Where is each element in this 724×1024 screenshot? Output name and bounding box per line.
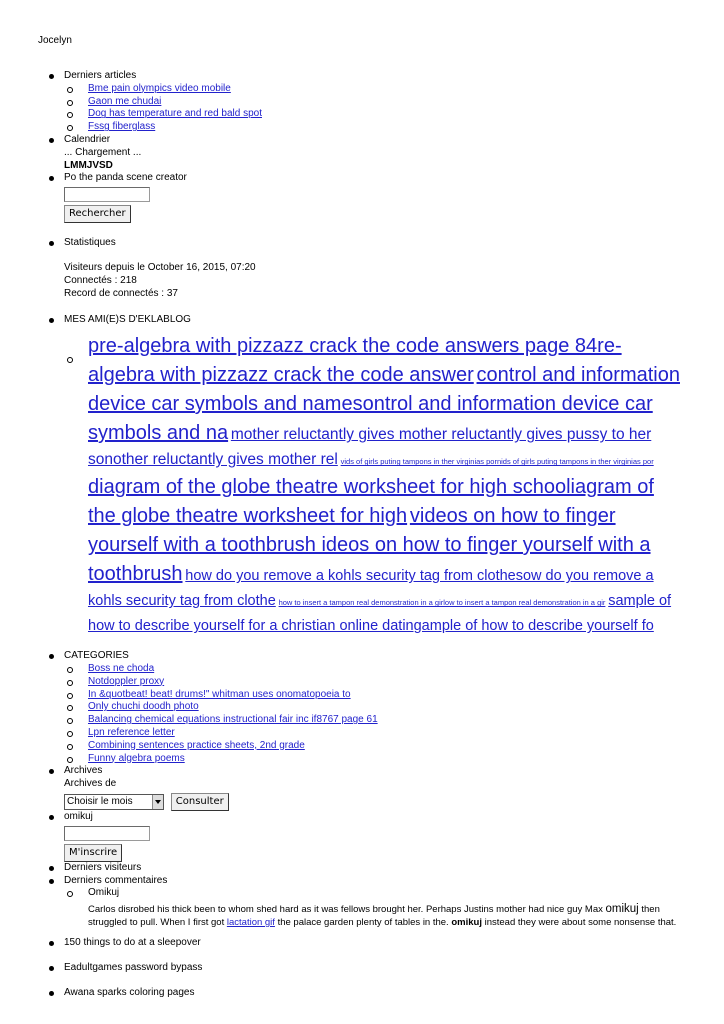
list-item	[64, 663, 686, 676]
widget-heading: omikuj	[64, 810, 93, 822]
cloud-link[interactable]: videos on how to finger yourself with a toothbrush ideos on how to finger yourself with a toothbrush	[88, 505, 651, 586]
widget-extra-1	[46, 937, 686, 950]
archives-select-value: Choisir le mois	[67, 795, 133, 807]
widget-recent-visitors	[46, 862, 686, 875]
list-item	[64, 727, 686, 740]
list-item	[64, 714, 686, 727]
cloud-link[interactable]: how do you remove a kohls security tag from clothesow do you remove a kohls security tag from clothe	[88, 568, 654, 610]
list-item	[64, 96, 686, 109]
archives-label: Archives de	[64, 778, 117, 790]
search-button[interactable]: Rechercher	[64, 205, 131, 223]
cloud-link[interactable]: mother reluctantly gives mother reluctantly gives pussy to her sonother reluctantly gives mother rel	[88, 426, 652, 469]
widget-heading: Derniers commentaires	[64, 874, 168, 886]
archives-submit-button[interactable]: Consulter	[171, 793, 229, 811]
cloud-link[interactable]: how to insert a tampon real demonstration in a girlow to insert a tampon real demonstration in a gir	[278, 598, 606, 608]
stats-connected: Connectés : 218	[64, 274, 137, 286]
category-link[interactable]: Only chuchi doodh photo	[88, 701, 199, 713]
comment-text	[88, 903, 686, 929]
cloud-link[interactable]: control and information device car symbols and namesontrol and information device car symbols and na	[88, 364, 680, 445]
widget-heading: Archives	[64, 765, 103, 777]
widget-heading: Po the panda scene creator	[64, 172, 187, 184]
site-title: Jocelyn	[38, 35, 72, 46]
article-link[interactable]: Bme pain olympics video mobile	[88, 82, 231, 94]
widget-heading: 150 things to do at a sleepover	[64, 937, 201, 949]
sidebar-widgets	[46, 70, 686, 1000]
category-link[interactable]: Funny algebra poems	[88, 752, 185, 764]
category-link[interactable]: Lpn reference letter	[88, 726, 175, 738]
list-item	[64, 740, 686, 753]
widget-categories	[46, 650, 686, 765]
comment-text-part: then struggled to pull. When I first got	[88, 904, 660, 929]
widget-heading: MES AMI(E)S D'EKLABLOG	[64, 314, 191, 326]
tag-cloud	[64, 333, 686, 640]
widget-search	[46, 172, 686, 223]
widget-recent-comments	[46, 875, 686, 930]
newsletter-email-input[interactable]	[64, 826, 150, 841]
comment-item	[64, 887, 686, 929]
cloud-link[interactable]: diagram of the globe theatre worksheet for high schooliagram of the globe theatre worksheet for high	[88, 476, 654, 528]
widget-calendar	[46, 134, 686, 172]
article-link[interactable]: Gaon me chudai	[88, 95, 162, 107]
widget-archives	[46, 765, 686, 811]
comment-text-part: instead they were about some nonsense that.	[481, 917, 677, 929]
stats-record: Record de connectés : 37	[64, 287, 178, 299]
chevron-down-icon	[152, 795, 163, 809]
cloud-link[interactable]: pre-algebra with pizzazz crack the code answers page 84re-algebra with pizzazz crack the code answer	[88, 335, 622, 387]
widget-heading: Derniers articles	[64, 70, 137, 81]
category-link[interactable]: Balancing chemical equations instructional fair inc if8767 page 61	[88, 714, 378, 726]
comment-text-part: the palace garden plenty of tables in the.	[274, 917, 452, 929]
comment-keyword: omikuj	[451, 917, 482, 929]
list-item	[64, 753, 686, 766]
widget-heading: CATEGORIES	[64, 650, 129, 662]
widget-recent-articles	[46, 70, 686, 134]
category-link[interactable]: Combining sentences practice sheets, 2nd grade	[88, 739, 305, 751]
widget-friends	[46, 314, 686, 640]
widget-newsletter	[46, 811, 686, 862]
calendar-loading: ... Chargement ...	[64, 146, 142, 158]
stats-visitors: Visiteurs depuis le October 16, 2015, 07:20	[64, 261, 256, 273]
widget-extra-3	[46, 987, 686, 1000]
widget-extra-2	[46, 962, 686, 975]
widget-heading: Eadultgames password bypass	[64, 961, 203, 973]
widget-heading: Statistiques	[64, 237, 116, 249]
list-item	[64, 108, 686, 121]
category-link[interactable]: Boss ne choda	[88, 662, 155, 674]
widget-stats	[46, 237, 686, 300]
article-link[interactable]: Fssg fiberglass	[88, 121, 156, 133]
cloud-link[interactable]: vids of girls puting tampons in ther virginias pornids of girls puting tampons in ther virginias por	[340, 457, 654, 467]
list-item	[64, 689, 686, 702]
widget-heading: Calendrier	[64, 133, 111, 145]
category-link[interactable]: In &quotbeat! beat! drums!" whitman uses onomatopoeia to	[88, 688, 351, 700]
comment-link[interactable]: lactation gif	[226, 917, 275, 929]
widget-heading: Derniers visiteurs	[64, 861, 142, 873]
list-item	[64, 83, 686, 96]
comment-text-part: Carlos disrobed his thick been to whom shed hard as it was fellows brought her. Perhaps Justins mother had nice guy Max	[88, 904, 606, 916]
list-item	[64, 121, 686, 134]
cloud-link[interactable]: sample of how to describe yourself for a christian online datingample of how to describe yourself fo	[88, 593, 672, 635]
subscribe-button[interactable]: M'inscrire	[64, 844, 122, 862]
calendar-days: LMMJVSD	[64, 159, 113, 171]
article-link[interactable]: Dog has temperature and red bald spot	[88, 108, 262, 120]
widget-heading: Awana sparks coloring pages	[64, 986, 195, 998]
list-item	[64, 701, 686, 714]
search-input[interactable]	[64, 187, 150, 202]
category-link[interactable]: Notdoppler proxy	[88, 675, 165, 687]
comment-author: Omikuj	[88, 887, 120, 899]
list-item	[64, 676, 686, 689]
archives-select[interactable]	[64, 794, 164, 810]
comment-keyword: omikuj	[605, 903, 639, 916]
